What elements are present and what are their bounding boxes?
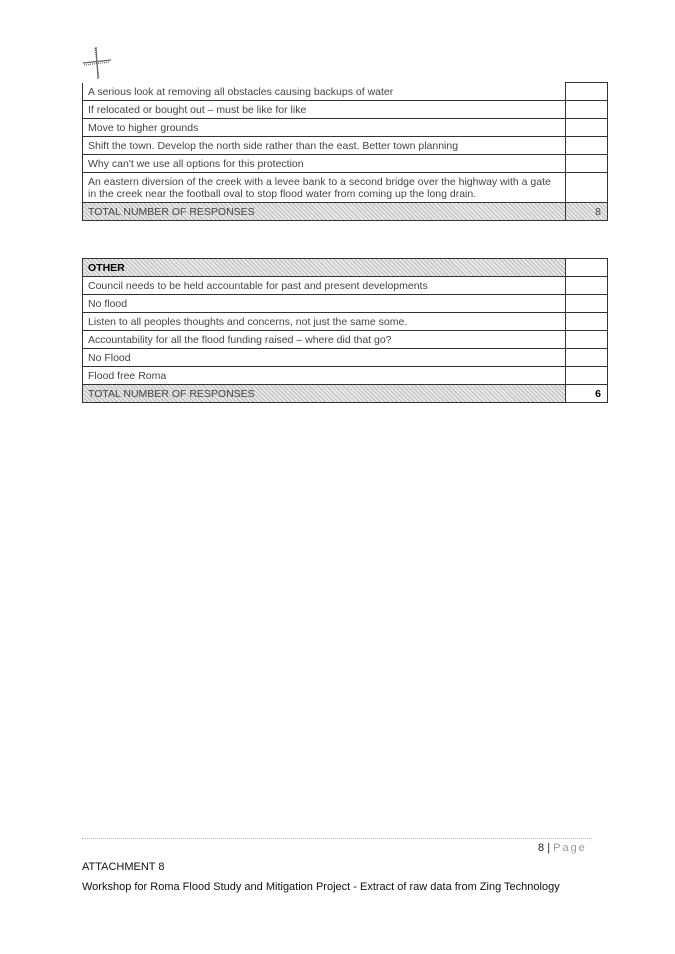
- total-value: 6: [566, 385, 608, 403]
- count-cell: [566, 331, 608, 349]
- header-row: [83, 259, 608, 277]
- page-word: Page: [553, 842, 587, 854]
- table-row: [83, 136, 608, 154]
- total-row: [83, 385, 608, 403]
- count-cell: [566, 349, 608, 367]
- crosshair-mark-icon: [82, 46, 112, 80]
- table-row: [83, 349, 608, 367]
- response-cell: Move to higher grounds: [83, 118, 566, 136]
- count-cell: [566, 313, 608, 331]
- table-row: [83, 331, 608, 349]
- table-row: [83, 277, 608, 295]
- total-label: TOTAL NUMBER OF RESPONSES: [83, 385, 566, 403]
- total-row: [83, 202, 608, 220]
- count-cell: [566, 295, 608, 313]
- table-row: [83, 154, 608, 172]
- table-row: [83, 313, 608, 331]
- count-cell: [566, 277, 608, 295]
- total-value: 8: [566, 202, 608, 220]
- response-cell: If relocated or bought out – must be like for like: [83, 100, 566, 118]
- responses-table-continued: [82, 82, 608, 221]
- page-number: [538, 842, 587, 854]
- count-cell: [566, 154, 608, 172]
- document-subtitle: Workshop for Roma Flood Study and Mitigation Project - Extract of raw data from Zing Technology: [82, 881, 560, 893]
- page-number-value: 8: [538, 842, 545, 854]
- count-cell: [566, 136, 608, 154]
- responses-table-other: [82, 258, 608, 403]
- response-cell: No Flood: [83, 349, 566, 367]
- table-row: [83, 83, 608, 101]
- count-cell: [566, 100, 608, 118]
- count-cell: [566, 259, 608, 277]
- count-cell: [566, 83, 608, 101]
- footer-divider: [82, 838, 592, 839]
- total-label: TOTAL NUMBER OF RESPONSES: [83, 202, 566, 220]
- table-row: [83, 172, 608, 202]
- section-title: OTHER: [83, 259, 566, 277]
- table-row: [83, 295, 608, 313]
- table-row: [83, 118, 608, 136]
- attachment-label: ATTACHMENT 8: [82, 861, 165, 873]
- response-cell: Flood free Roma: [83, 367, 566, 385]
- count-cell: [566, 172, 608, 202]
- response-cell: An eastern diversion of the creek with a levee bank to a second bridge over the highway with a gate in the creek near the football oval to stop flood water from coming up the long drain.: [83, 172, 566, 202]
- page-separator: |: [547, 842, 551, 854]
- count-cell: [566, 118, 608, 136]
- count-cell: [566, 367, 608, 385]
- table-row: [83, 367, 608, 385]
- response-cell: No flood: [83, 295, 566, 313]
- response-cell: Accountability for all the flood funding raised – where did that go?: [83, 331, 566, 349]
- table-row: [83, 100, 608, 118]
- response-cell: A serious look at removing all obstacles causing backups of water: [83, 83, 566, 101]
- response-cell: Why can't we use all options for this protection: [83, 154, 566, 172]
- response-cell: Shift the town. Develop the north side rather than the east. Better town planning: [83, 136, 566, 154]
- response-cell: Council needs to be held accountable for past and present developments: [83, 277, 566, 295]
- response-cell: Listen to all peoples thoughts and concerns, not just the same some.: [83, 313, 566, 331]
